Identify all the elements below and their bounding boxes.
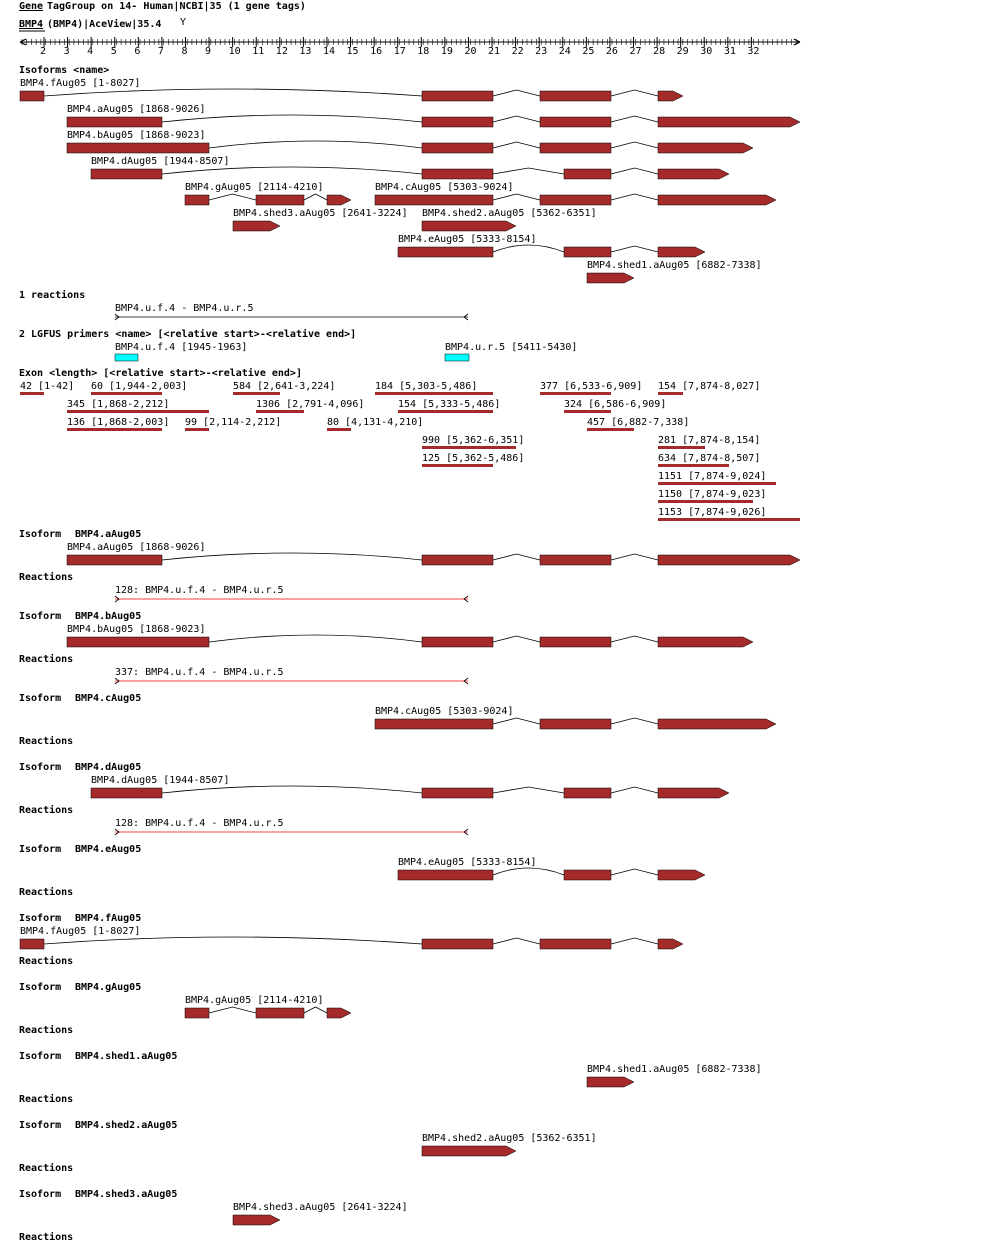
isoform-heading-word: Isoform — [19, 913, 62, 924]
intron-line — [304, 1007, 327, 1013]
intron-line — [611, 116, 658, 122]
ruler-tick-label: 17 — [393, 46, 406, 57]
ruler-tick-label: 22 — [511, 46, 524, 57]
ruler-tick-label: 16 — [370, 46, 383, 57]
ruler-tick-label: 25 — [582, 46, 595, 57]
intron-line — [44, 89, 422, 96]
reaction-product-label[interactable]: 337: BMP4.u.f.4 - BMP4.u.r.5 — [115, 667, 284, 678]
header-title: TagGroup on 14- Human|NCBI|35 (1 gene tags) — [47, 1, 306, 12]
ruler-tick-label: 15 — [346, 46, 359, 57]
exon-arrow — [658, 195, 776, 205]
intron-line — [493, 636, 540, 642]
isoform-heading: BMP4.bAug05 — [75, 611, 142, 622]
intron-line — [162, 167, 422, 174]
intron-line — [611, 718, 658, 724]
ruler-tick-label: 29 — [676, 46, 689, 57]
ruler-tick-label: 31 — [723, 46, 736, 57]
reactions-heading: Reactions — [19, 1094, 74, 1105]
intron-line — [611, 194, 658, 200]
exon-block — [91, 788, 162, 798]
ruler-tick-label: 14 — [322, 46, 335, 57]
isoform-heading: BMP4.shed1.aAug05 — [75, 1051, 178, 1062]
exon-arrow — [233, 221, 280, 231]
exon-arrow — [422, 1146, 516, 1156]
exon-block — [540, 555, 611, 565]
ruler-tick-label: 2 — [40, 46, 47, 57]
isoform-heading-word: Isoform — [19, 693, 62, 704]
exon-label[interactable]: 634 [7,874-8,507] — [658, 453, 761, 464]
exon-block — [564, 247, 611, 257]
intron-line — [493, 938, 540, 944]
exon-underline — [422, 446, 516, 449]
exon-label[interactable]: 154 [5,333-5,486] — [398, 399, 501, 410]
intron-line — [611, 938, 658, 944]
isoform-label[interactable]: BMP4.fAug05 [1-8027] — [20, 78, 141, 89]
ruler-tick-label: 19 — [440, 46, 453, 57]
intron-line — [44, 937, 422, 944]
intron-line — [493, 116, 540, 122]
intron-line — [493, 718, 540, 724]
exon-label[interactable]: 60 [1,944-2,003] — [91, 381, 188, 392]
intron-line — [493, 787, 564, 793]
exon-arrow — [658, 555, 800, 565]
ruler-tick-label: 4 — [87, 46, 94, 57]
exon-arrow — [233, 1215, 280, 1225]
exon-label[interactable]: 99 [2,114-2,212] — [185, 417, 282, 428]
isoform-label[interactable]: BMP4.dAug05 [1944-8507] — [91, 775, 230, 786]
exon-arrow — [327, 195, 351, 205]
isoform-heading-word: Isoform — [19, 529, 62, 540]
ruler-tick-label: 13 — [299, 46, 312, 57]
exon-label[interactable]: 1306 [2,791-4,096] — [256, 399, 365, 410]
exon-block — [540, 195, 611, 205]
ruler-tick-label: 27 — [629, 46, 642, 57]
exon-arrow — [422, 221, 516, 231]
isoform-label[interactable]: BMP4.aAug05 [1868-9026] — [67, 542, 206, 553]
header-subtitle: (BMP4)|AceView|35.4 — [47, 19, 162, 30]
ruler-tick-label: 5 — [110, 46, 117, 57]
exon-block — [185, 1008, 209, 1018]
exon-label[interactable]: 42 [1-42] — [20, 381, 75, 392]
exon-block — [185, 195, 209, 205]
isoform-heading: BMP4.shed2.aAug05 — [75, 1120, 178, 1131]
exon-arrow — [658, 637, 753, 647]
primer-forward-box — [115, 354, 138, 361]
gene-link[interactable]: Gene — [19, 1, 44, 12]
exon-block — [422, 117, 493, 127]
isoform-heading-word: Isoform — [19, 982, 62, 993]
reactions-heading: Reactions — [19, 654, 74, 665]
exon-block — [67, 143, 209, 153]
reaction-label[interactable]: BMP4.u.f.4 - BMP4.u.r.5 — [115, 303, 254, 314]
isoform-heading-word: Isoform — [19, 1051, 62, 1062]
exon-block — [422, 91, 493, 101]
ruler-tick-label: 10 — [228, 46, 241, 57]
isoform-label[interactable]: BMP4.bAug05 [1868-9023] — [67, 624, 206, 635]
exon-label[interactable]: 584 [2,641-3,224] — [233, 381, 336, 392]
exon-label[interactable]: 281 [7,874-8,154] — [658, 435, 761, 446]
exon-label[interactable]: 184 [5,303-5,486] — [375, 381, 478, 392]
isoform-heading-word: Isoform — [19, 762, 62, 773]
exon-block — [540, 117, 611, 127]
intron-line — [493, 90, 540, 96]
exon-arrow — [327, 1008, 351, 1018]
intron-line — [611, 554, 658, 560]
isoform-label[interactable]: BMP4.cAug05 [5303-9024] — [375, 182, 514, 193]
exon-block — [20, 939, 44, 949]
bmp4-link[interactable]: BMP4 — [19, 19, 44, 30]
isoform-heading-word: Isoform — [19, 1189, 62, 1200]
exon-block — [398, 870, 493, 880]
intron-line — [611, 142, 658, 148]
exon-underline — [256, 410, 304, 413]
exon-arrow — [658, 719, 776, 729]
exon-underline — [375, 392, 493, 395]
exon-arrow — [587, 1077, 634, 1087]
ruler-tick-label: 8 — [181, 46, 188, 57]
exon-arrow — [658, 788, 729, 798]
exon-label[interactable]: 1151 [7,874-9,024] — [658, 471, 767, 482]
intron-line — [611, 246, 658, 252]
isoform-label[interactable]: BMP4.shed1.aAug05 [6882-7338] — [587, 260, 762, 271]
intron-line — [611, 90, 658, 96]
exon-block — [564, 788, 611, 798]
isoform-label[interactable]: BMP4.fAug05 [1-8027] — [20, 926, 141, 937]
exon-underline — [658, 446, 705, 449]
exon-underline — [658, 518, 800, 521]
exon-block — [422, 788, 493, 798]
isoform-label[interactable]: BMP4.shed3.aAug05 [2641-3224] — [233, 1202, 408, 1213]
primer-reverse-label[interactable]: BMP4.u.r.5 [5411-5430] — [445, 342, 578, 353]
exon-label[interactable]: 1150 [7,874-9,023] — [658, 489, 767, 500]
section-exons: Exon <length> [<relative start>-<relative end>] — [19, 368, 302, 379]
isoform-heading-word: Isoform — [19, 844, 62, 855]
intron-line — [209, 635, 422, 642]
exon-underline — [422, 464, 493, 467]
exon-underline — [564, 410, 611, 413]
section-primers: 2 LGFUS primers <name> [<relative start>-<relative end>] — [19, 329, 357, 340]
isoform-label[interactable]: BMP4.gAug05 [2114-4210] — [185, 995, 324, 1006]
y-mark: Y — [180, 17, 187, 28]
intron-line — [162, 553, 422, 560]
ruler-tick-label: 28 — [653, 46, 666, 57]
ruler-tick-label: 21 — [488, 46, 501, 57]
exon-block — [91, 169, 162, 179]
isoform-label[interactable]: BMP4.eAug05 [5333-8154] — [398, 857, 537, 868]
exon-arrow — [658, 143, 753, 153]
isoform-heading: BMP4.aAug05 — [75, 529, 142, 540]
intron-line — [493, 245, 564, 252]
exon-block — [20, 91, 44, 101]
ruler-tick-label: 32 — [747, 46, 760, 57]
isoform-heading: BMP4.cAug05 — [75, 693, 142, 704]
exon-arrow — [658, 91, 683, 101]
exon-block — [422, 637, 493, 647]
reaction-product-label[interactable]: 128: BMP4.u.f.4 - BMP4.u.r.5 — [115, 818, 284, 829]
exon-underline — [67, 428, 162, 431]
intron-line — [611, 869, 658, 875]
ruler-tick-label: 6 — [134, 46, 141, 57]
section-reactions: 1 reactions — [19, 290, 86, 301]
exon-block — [256, 195, 304, 205]
isoform-heading: BMP4.eAug05 — [75, 844, 142, 855]
ruler-tick-label: 20 — [464, 46, 477, 57]
exon-label[interactable]: 125 [5,362-5,486] — [422, 453, 525, 464]
isoform-label[interactable]: BMP4.bAug05 [1868-9023] — [67, 130, 206, 141]
exon-arrow — [587, 273, 634, 283]
ruler-tick-label: 7 — [157, 46, 164, 57]
isoform-label[interactable]: BMP4.shed1.aAug05 [6882-7338] — [587, 1064, 762, 1075]
exon-underline — [67, 410, 209, 413]
exon-label[interactable]: 345 [1,868-2,212] — [67, 399, 170, 410]
intron-line — [209, 1007, 256, 1013]
exon-underline — [327, 428, 351, 431]
exon-block — [422, 939, 493, 949]
exon-label[interactable]: 154 [7,874-8,027] — [658, 381, 761, 392]
isoform-label[interactable]: BMP4.cAug05 [5303-9024] — [375, 706, 514, 717]
exon-block — [540, 143, 611, 153]
exon-block — [67, 637, 209, 647]
exon-block — [256, 1008, 304, 1018]
ruler-tick-label: 9 — [205, 46, 212, 57]
exon-underline — [398, 410, 493, 413]
intron-line — [493, 868, 564, 875]
exon-block — [540, 91, 611, 101]
exon-block — [540, 939, 611, 949]
exon-label[interactable]: 136 [1,868-2,003] — [67, 417, 170, 428]
isoform-label[interactable]: BMP4.dAug05 [1944-8507] — [91, 156, 230, 167]
ruler-tick-label: 26 — [605, 46, 618, 57]
isoform-heading-word: Isoform — [19, 1120, 62, 1131]
exon-label[interactable]: 990 [5,362-6,351] — [422, 435, 525, 446]
intron-line — [493, 554, 540, 560]
intron-line — [209, 194, 256, 200]
isoform-label[interactable]: BMP4.aAug05 [1868-9026] — [67, 104, 206, 115]
ruler-tick-label: 12 — [275, 46, 288, 57]
ruler-tick-label: 23 — [535, 46, 548, 57]
ruler-tick-label: 24 — [558, 46, 571, 57]
isoform-label[interactable]: BMP4.shed2.aAug05 [5362-6351] — [422, 208, 597, 219]
exon-block — [67, 555, 162, 565]
exon-block — [422, 555, 493, 565]
exon-block — [398, 247, 493, 257]
exon-arrow — [658, 939, 683, 949]
intron-line — [493, 142, 540, 148]
reactions-heading: Reactions — [19, 1163, 74, 1174]
reactions-heading: Reactions — [19, 572, 74, 583]
exon-label[interactable]: 324 [6,586-6,909] — [564, 399, 667, 410]
exon-underline — [185, 428, 209, 431]
isoform-label[interactable]: BMP4.gAug05 [2114-4210] — [185, 182, 324, 193]
exon-block — [422, 169, 493, 179]
exon-arrow — [658, 117, 800, 127]
reaction-product-label[interactable]: 128: BMP4.u.f.4 - BMP4.u.r.5 — [115, 585, 284, 596]
exon-underline — [658, 392, 683, 395]
exon-block — [564, 169, 611, 179]
exon-label[interactable]: 377 [6,533-6,909] — [540, 381, 643, 392]
ruler-tick-label: 3 — [63, 46, 70, 57]
exon-underline — [91, 392, 162, 395]
intron-line — [611, 168, 658, 174]
intron-line — [493, 194, 540, 200]
exon-underline — [20, 392, 44, 395]
exon-block — [375, 195, 493, 205]
intron-line — [162, 115, 422, 122]
exon-underline — [233, 392, 280, 395]
exon-block — [540, 719, 611, 729]
intron-line — [493, 168, 564, 174]
isoform-label[interactable]: BMP4.shed2.aAug05 [5362-6351] — [422, 1133, 597, 1144]
exon-underline — [587, 428, 634, 431]
exon-label[interactable]: 1153 [7,874-9,026] — [658, 507, 767, 518]
primer-forward-label[interactable]: BMP4.u.f.4 [1945-1963] — [115, 342, 248, 353]
isoform-heading: BMP4.fAug05 — [75, 913, 142, 924]
section-isoforms: Isoforms <name> — [19, 65, 110, 76]
intron-line — [162, 786, 422, 793]
isoform-heading: BMP4.gAug05 — [75, 982, 142, 993]
exon-arrow — [658, 870, 705, 880]
exon-block — [422, 143, 493, 153]
intron-line — [304, 194, 327, 200]
exon-arrow — [658, 169, 729, 179]
exon-block — [564, 870, 611, 880]
reactions-heading: Reactions — [19, 736, 74, 747]
reactions-heading: Reactions — [19, 956, 74, 967]
ruler-tick-label: 30 — [700, 46, 713, 57]
isoform-label[interactable]: BMP4.eAug05 [5333-8154] — [398, 234, 537, 245]
reactions-heading: Reactions — [19, 805, 74, 816]
ruler-tick-label: 18 — [417, 46, 430, 57]
exon-label[interactable]: 457 [6,882-7,338] — [587, 417, 690, 428]
exon-underline — [658, 482, 776, 485]
exon-block — [67, 117, 162, 127]
isoform-heading-word: Isoform — [19, 611, 62, 622]
intron-line — [209, 141, 422, 148]
isoform-label[interactable]: BMP4.shed3.aAug05 [2641-3224] — [233, 208, 408, 219]
exon-underline — [658, 464, 729, 467]
isoform-heading: BMP4.dAug05 — [75, 762, 142, 773]
intron-line — [611, 636, 658, 642]
intron-line — [611, 787, 658, 793]
exon-block — [540, 637, 611, 647]
reactions-heading: Reactions — [19, 1232, 74, 1243]
reactions-heading: Reactions — [19, 1025, 74, 1036]
exon-underline — [658, 500, 753, 503]
exon-underline — [540, 392, 611, 395]
ruler-tick-label: 11 — [252, 46, 265, 57]
exon-arrow — [658, 247, 705, 257]
exon-label[interactable]: 80 [4,131-4,210] — [327, 417, 424, 428]
exon-block — [375, 719, 493, 729]
isoform-heading: BMP4.shed3.aAug05 — [75, 1189, 178, 1200]
reactions-heading: Reactions — [19, 887, 74, 898]
primer-reverse-box — [445, 354, 469, 361]
